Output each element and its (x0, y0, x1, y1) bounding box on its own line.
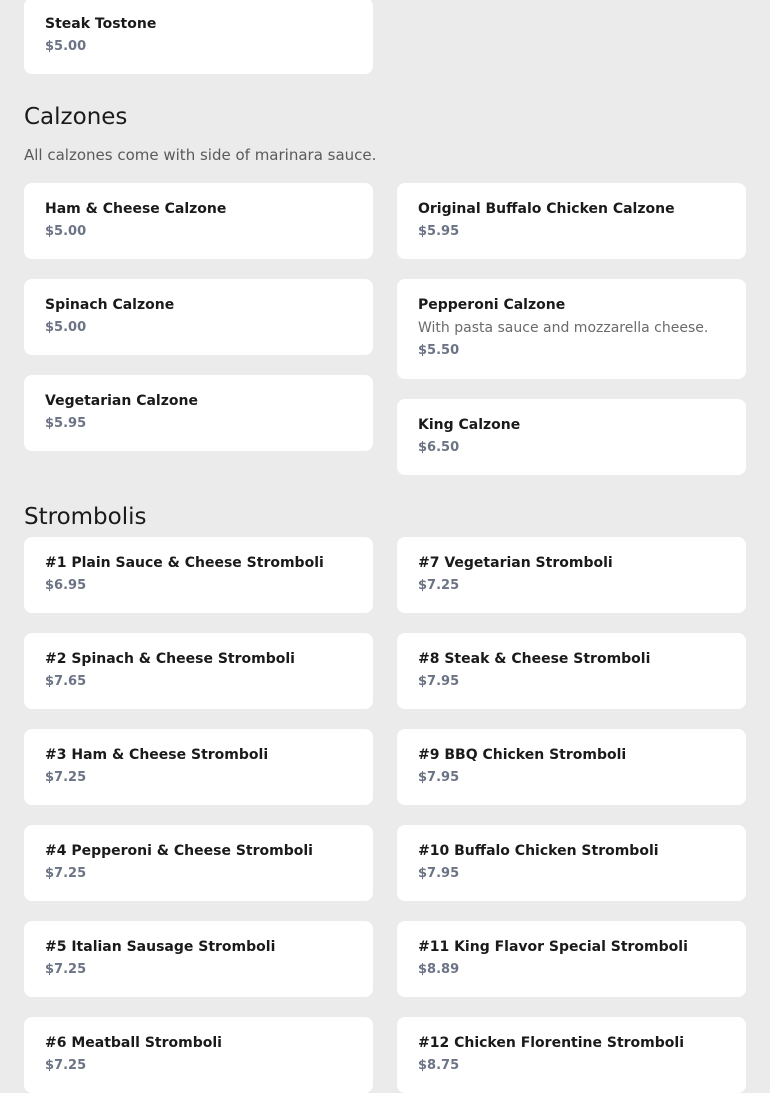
menu-item-card[interactable] (24, 633, 373, 709)
menu-item-card[interactable] (24, 729, 373, 805)
menu-item-price: $5.95 (45, 416, 87, 431)
menu-item-card[interactable] (397, 633, 746, 709)
menu-item-card[interactable] (24, 537, 373, 613)
menu-item-price: $5.00 (45, 320, 87, 335)
menu-item-price: $7.95 (418, 674, 460, 689)
menu-item-price: $7.25 (418, 578, 460, 593)
menu-item-name: Ham & Cheese Calzone (45, 201, 227, 217)
menu-item-price: $7.25 (45, 962, 87, 977)
menu-item-description: With pasta sauce and mozzarella cheese. (418, 320, 709, 336)
menu-item-price: $6.95 (45, 578, 87, 593)
menu-item-price: $8.75 (418, 1058, 460, 1073)
menu-item-price: $5.95 (418, 224, 460, 239)
menu-item-card[interactable] (397, 279, 746, 379)
menu-item-name: #1 Plain Sauce & Cheese Stromboli (45, 555, 324, 571)
menu-item-price: $7.25 (45, 866, 87, 881)
menu-item-card[interactable] (397, 399, 746, 475)
menu-item-name: #8 Steak & Cheese Stromboli (418, 651, 651, 667)
menu-item-price: $7.95 (418, 770, 460, 785)
menu-item-name: #2 Spinach & Cheese Stromboli (45, 651, 295, 667)
menu-item-card[interactable] (397, 825, 746, 901)
menu-item-price: $8.89 (418, 962, 460, 977)
menu-item-price: $7.95 (418, 866, 460, 881)
menu-item-price: $7.25 (45, 1058, 87, 1073)
menu-item-price: $5.00 (45, 224, 87, 239)
menu-item-name: Steak Tostone (45, 16, 157, 32)
menu-item-name: Pepperoni Calzone (418, 297, 566, 313)
menu-item-name: #10 Buffalo Chicken Stromboli (418, 843, 659, 859)
section-title-strombolis: Strombolis (24, 504, 147, 530)
menu-item-price: $7.25 (45, 770, 87, 785)
menu-item-card[interactable] (397, 729, 746, 805)
menu-item-name: King Calzone (418, 417, 521, 433)
menu-item-name: #11 King Flavor Special Stromboli (418, 939, 688, 955)
menu-item-price: $5.50 (418, 343, 460, 358)
menu-item-name: Vegetarian Calzone (45, 393, 198, 409)
menu-item-card[interactable] (24, 825, 373, 901)
menu-item-card[interactable] (24, 0, 373, 74)
menu-item-name: #6 Meatball Stromboli (45, 1035, 222, 1051)
menu-item-name: #9 BBQ Chicken Stromboli (418, 747, 627, 763)
menu-item-name: #5 Italian Sausage Stromboli (45, 939, 276, 955)
menu-item-price: $5.00 (45, 39, 87, 54)
menu-item-name: #4 Pepperoni & Cheese Stromboli (45, 843, 313, 859)
menu-item-name: Spinach Calzone (45, 297, 175, 313)
menu-item-card[interactable] (24, 183, 373, 259)
menu-item-card[interactable] (397, 537, 746, 613)
section-title-calzones: Calzones (24, 104, 128, 130)
menu-item-name: Original Buffalo Chicken Calzone (418, 201, 675, 217)
menu-item-card[interactable] (24, 921, 373, 997)
menu-item-price: $6.50 (418, 440, 460, 455)
menu-item-card[interactable] (397, 921, 746, 997)
menu-item-card[interactable] (24, 279, 373, 355)
menu-item-name: #3 Ham & Cheese Stromboli (45, 747, 269, 763)
menu-item-name: #7 Vegetarian Stromboli (418, 555, 613, 571)
menu-item-price: $7.65 (45, 674, 87, 689)
section-description-calzones: All calzones come with side of marinara sauce. (24, 146, 377, 164)
menu-item-card[interactable] (24, 375, 373, 451)
menu-item-name: #12 Chicken Florentine Stromboli (418, 1035, 684, 1051)
menu-item-card[interactable] (397, 183, 746, 259)
